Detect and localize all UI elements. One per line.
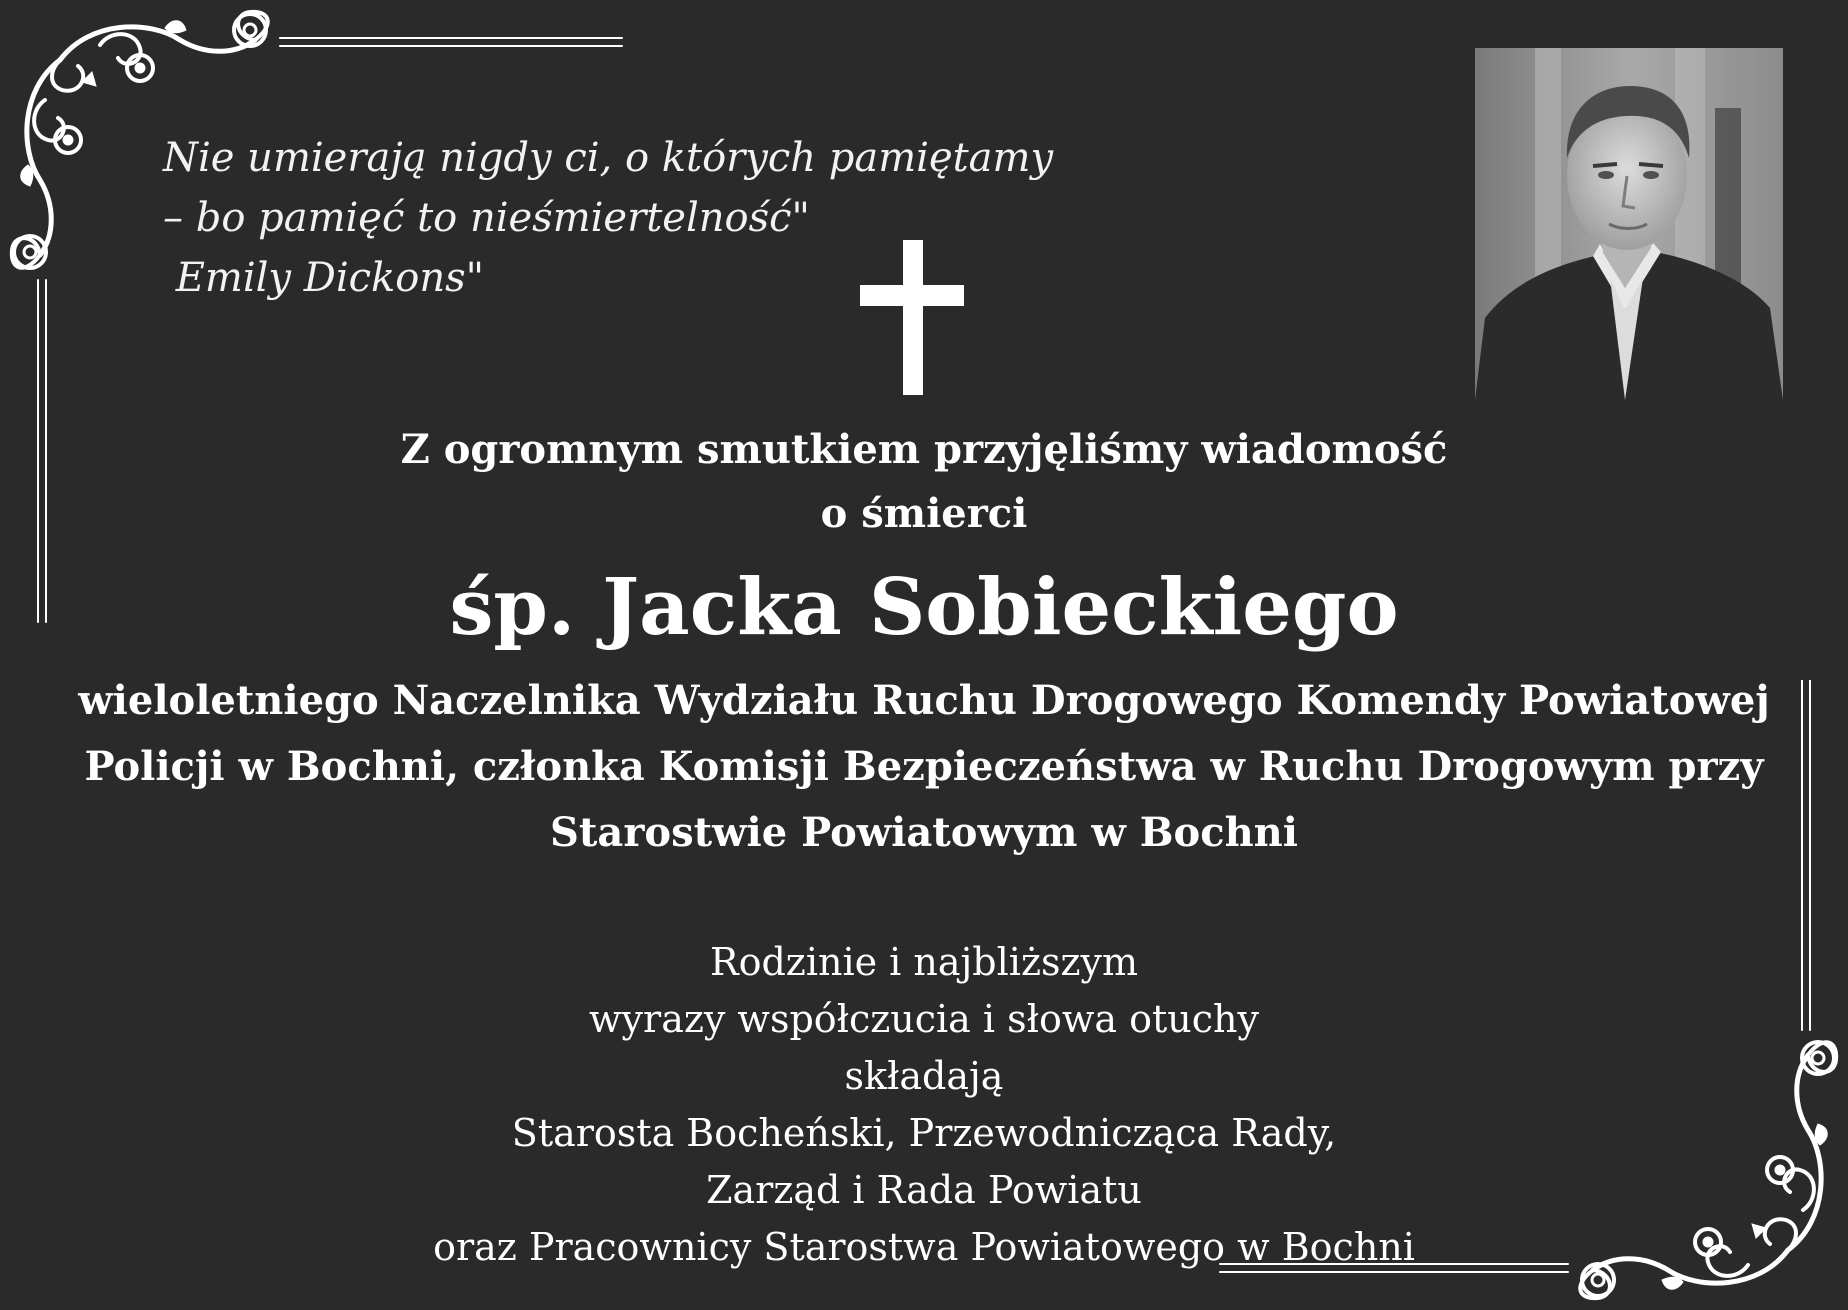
description-line: Policji w Bochni, członka Komisji Bezpieczeństwa w Ruchu Drogowym przy bbox=[84, 743, 1764, 790]
condolences-line: wyrazy współczucia i słowa otuchy bbox=[589, 997, 1259, 1041]
quote-line: Nie umierają nigdy ci, o których pamiętamy bbox=[163, 135, 1054, 181]
portrait-photo bbox=[1475, 48, 1783, 400]
description-line: wieloletniego Naczelnika Wydziału Ruchu Drogowego Komendy Powiatowej bbox=[78, 677, 1770, 724]
quote-author: Emily Dickons" bbox=[163, 255, 485, 301]
condolences-line: oraz Pracownicy Starostwa Powiatowego w Bochni bbox=[433, 1225, 1415, 1269]
announcement-line: Z ogromnym smutkiem przyjęliśmy wiadomość bbox=[400, 426, 1448, 473]
condolences-line: Rodzinie i najbliższym bbox=[709, 940, 1138, 984]
quote-line: – bo pamięć to nieśmiertelność" bbox=[163, 195, 810, 241]
deceased-description bbox=[40, 668, 1808, 866]
deceased-name: śp. Jacka Sobieckiego bbox=[449, 562, 1399, 653]
condolences-line: Zarząd i Rada Powiatu bbox=[706, 1168, 1142, 1212]
condolences-line: składają bbox=[844, 1054, 1004, 1098]
condolences bbox=[40, 934, 1808, 1276]
condolences-line: Starosta Bocheński, Przewodnicząca Rady, bbox=[511, 1111, 1337, 1155]
description-line: Starostwie Powiatowym w Bochni bbox=[550, 809, 1298, 856]
cross-icon bbox=[860, 240, 964, 395]
announcement-line: o śmierci bbox=[820, 490, 1028, 537]
announcement bbox=[40, 418, 1808, 546]
